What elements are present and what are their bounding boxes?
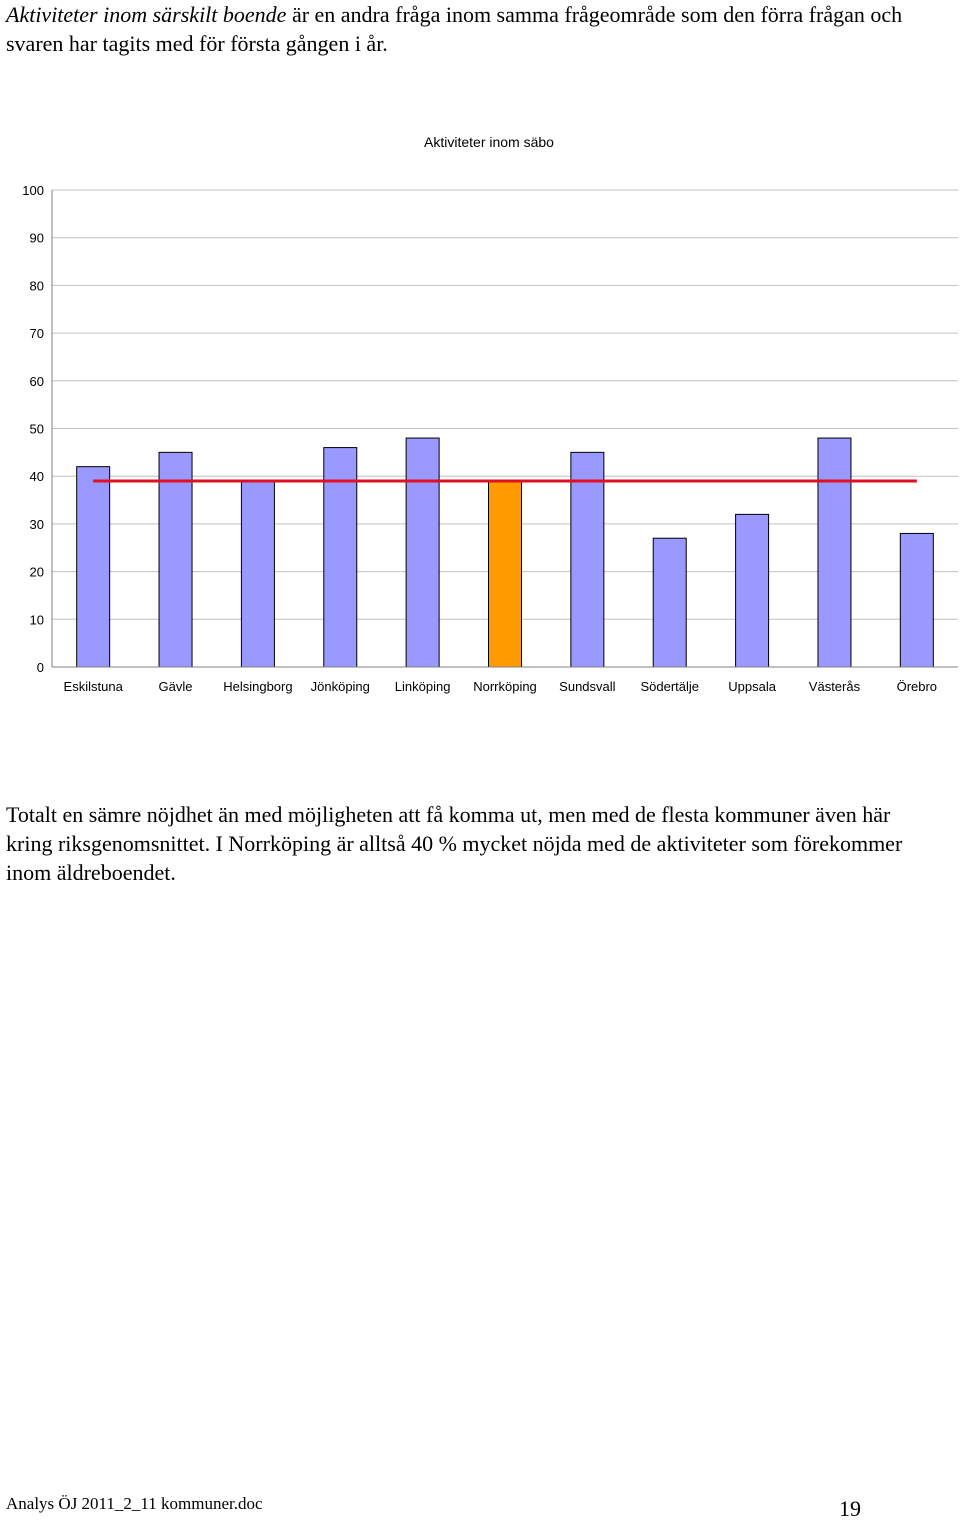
x-axis-labels — [64, 679, 937, 694]
x-tick-label: Eskilstuna — [63, 679, 123, 694]
y-tick-label: 0 — [36, 660, 44, 675]
y-tick-label: 90 — [29, 230, 44, 246]
y-tick-label: 40 — [29, 469, 44, 485]
y-tick-label: 100 — [22, 183, 44, 198]
x-tick-label: Örebro — [896, 679, 938, 694]
y-tick-label: 20 — [29, 564, 44, 580]
y-tick-label: 70 — [29, 326, 44, 342]
intro-paragraph — [6, 0, 906, 58]
intro-text: är en andra fråga inom samma frågeområde som den förra frågan och svaren har tagits med för första gången i år. — [6, 2, 903, 56]
bar-chart — [0, 120, 960, 720]
intro-emphasis: Aktiviteter inom särskilt boende — [6, 2, 287, 27]
x-tick-label: Jönköping — [310, 679, 370, 694]
bar — [571, 452, 604, 667]
x-tick-label: Västerås — [808, 679, 861, 694]
bar — [159, 452, 192, 667]
x-tick-label: Sundsvall — [559, 679, 616, 694]
x-tick-label: Södertälje — [640, 679, 700, 694]
x-tick-label: Helsingborg — [223, 679, 293, 694]
bar — [77, 467, 110, 667]
summary-paragraph: Totalt en sämre nöjdhet än med möjligheten att få komma ut, men med de flesta kommuner även här kring riksgenomsnittet. I Norrköping är alltså 40 % mycket nöjda med de aktiviteter som förekommer inom äldreboendet. — [6, 802, 903, 885]
y-axis-ticks — [22, 183, 44, 675]
x-tick-label: Norrköping — [473, 679, 537, 694]
y-tick-label: 80 — [29, 278, 44, 294]
y-tick-label: 60 — [29, 373, 44, 389]
bar-highlighted — [489, 481, 522, 667]
bars — [77, 438, 934, 667]
bar — [900, 533, 933, 667]
bar — [653, 538, 686, 667]
chart-title: Aktiviteter inom säbo — [424, 134, 554, 150]
bar — [736, 514, 769, 667]
bar — [241, 481, 274, 667]
x-tick-label: Gävle — [158, 679, 193, 694]
footer-page-number: 19 — [839, 1496, 861, 1521]
footer-document-name: Analys ÖJ 2011_2_11 kommuner.doc — [6, 1494, 263, 1513]
bar — [406, 438, 439, 667]
bar — [818, 438, 851, 667]
x-tick-label: Linköping — [394, 679, 451, 694]
x-tick-label: Uppsala — [728, 679, 776, 694]
y-tick-label: 30 — [29, 516, 44, 532]
y-tick-label: 50 — [29, 421, 44, 437]
chart-container — [0, 120, 960, 720]
y-tick-label: 10 — [29, 612, 44, 628]
